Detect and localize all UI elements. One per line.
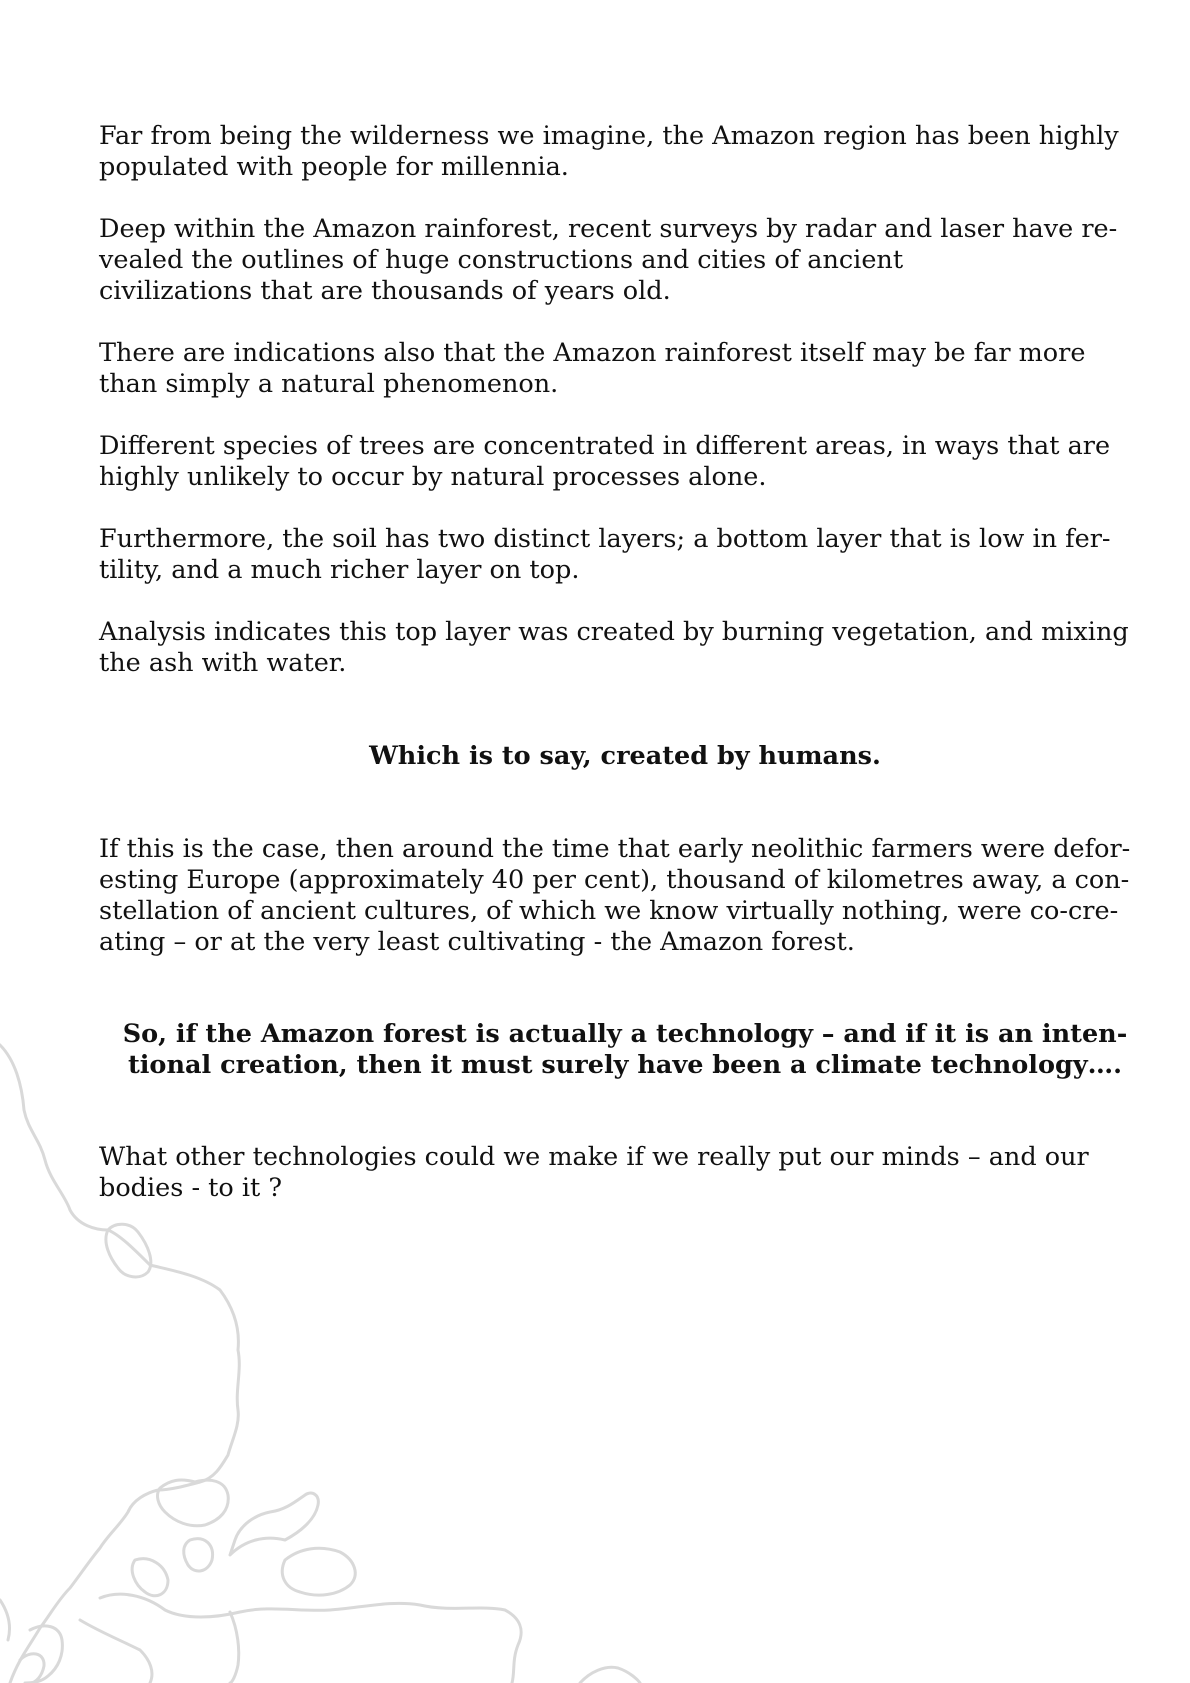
- document-body: [99, 121, 1151, 1235]
- paragraph-soil-layers: Furthermore, the soil has two distinct layers; a bottom layer that is low in fer- tility, and a much richer layer on top.: [99, 524, 1111, 585]
- callout-climate-technology: So, if the Amazon forest is actually a technology – and if it is an inten- tional creation, then it must surely have been a climate technology….: [122, 1019, 1128, 1080]
- paragraph-analysis: Analysis indicates this top layer was created by burning vegetation, and mixing the ash with water.: [99, 617, 1129, 678]
- callout-created-by-humans: Which is to say, created by humans.: [369, 741, 881, 771]
- paragraph-natural-phenomenon: There are indications also that the Amazon rainforest itself may be far more than simply a natural phenomenon.: [99, 338, 1086, 399]
- paragraph-closing-question: What other technologies could we make if we really put our minds – and our bodies - to it ?: [99, 1142, 1089, 1203]
- paragraph-tree-species: Different species of trees are concentrated in different areas, in ways that are highly unlikely to occur by natural processes alone.: [99, 431, 1111, 492]
- paragraph-amazon-populated: Far from being the wilderness we imagine, the Amazon region has been highly populated with people for millennia.: [99, 121, 1119, 182]
- paragraph-neolithic-farmers: If this is the case, then around the time that early neolithic farmers were defor- esting Europe (approximately 40 per cent), thousand of kilometres away, a con- stellation of ancient cultures, of which we know virtually nothing, were co-cre- ating – or at the very least cultivating - the Amazon forest.: [99, 834, 1131, 957]
- paragraph-radar-surveys: Deep within the Amazon rainforest, recent surveys by radar and laser have re- vealed the outlines of huge constructions and cities of ancient civilizations that are thousands of years old.: [99, 214, 1118, 306]
